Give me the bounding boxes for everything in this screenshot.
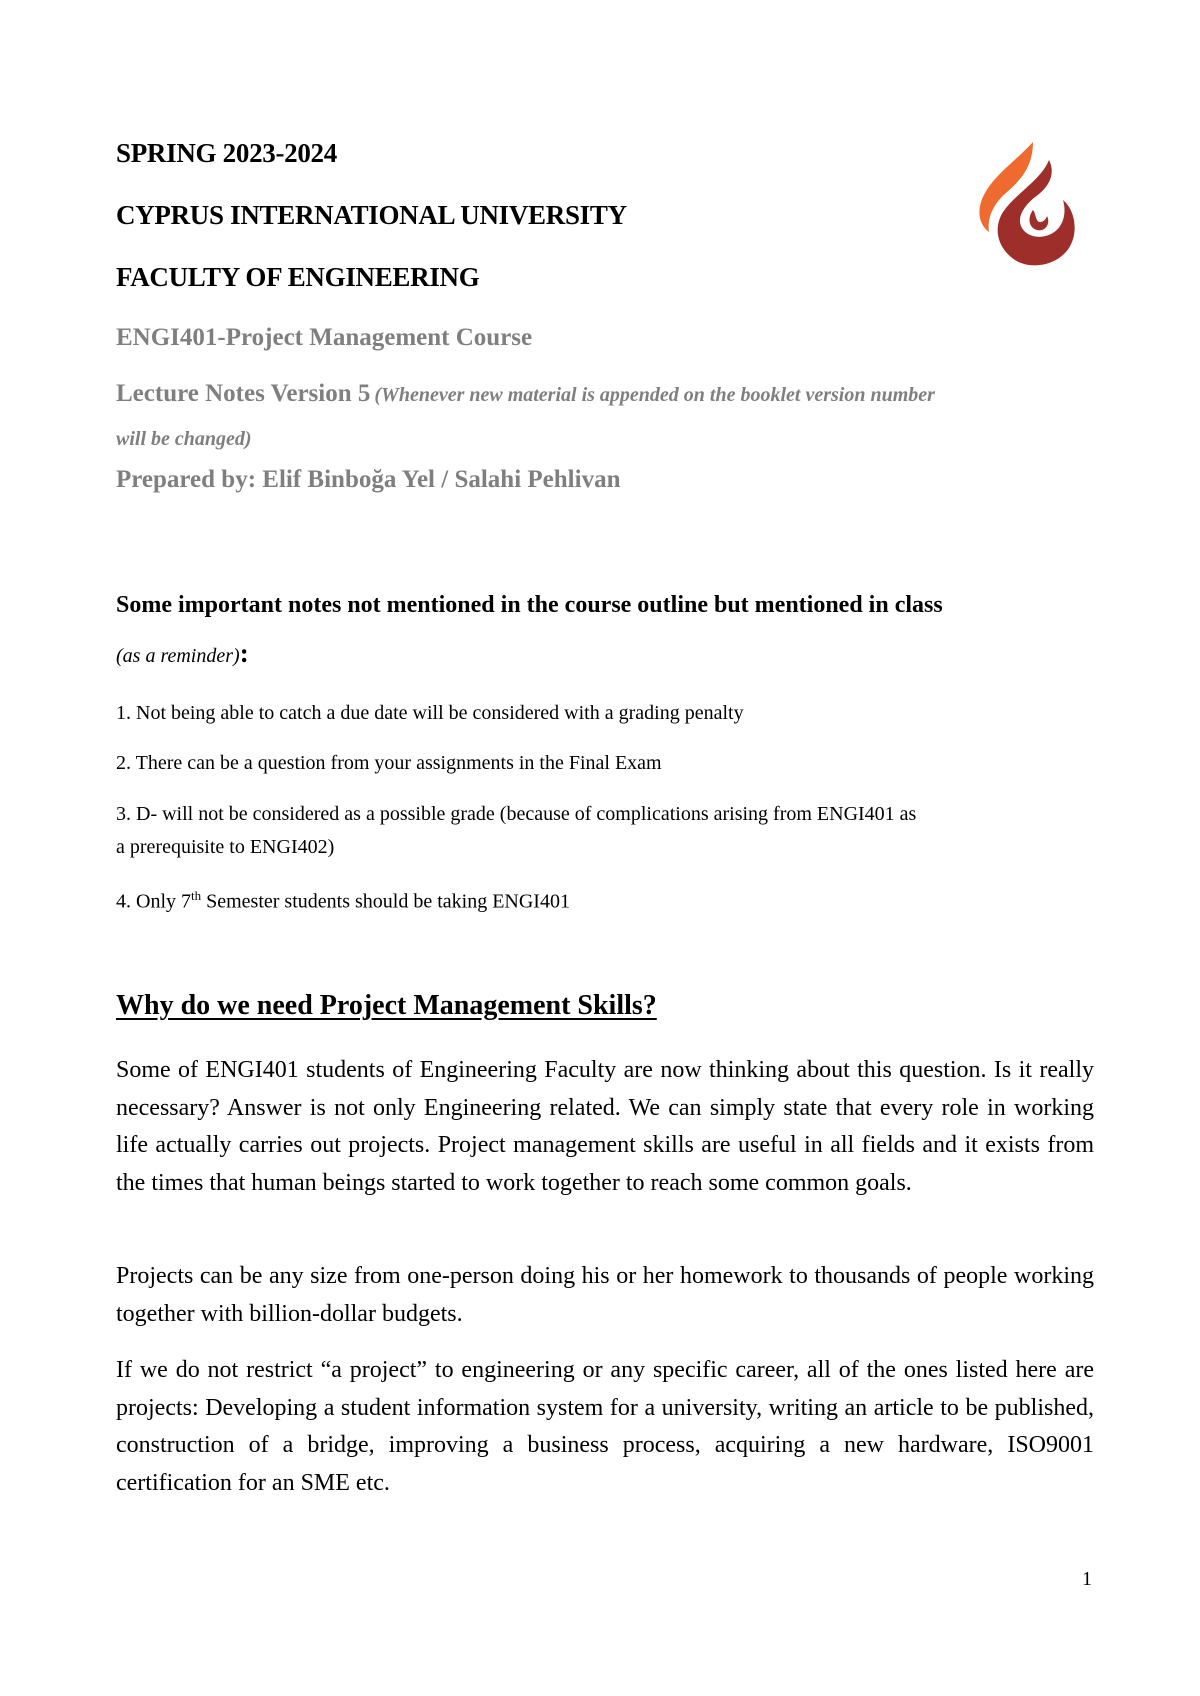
note-item-4-sup: th	[191, 888, 202, 903]
paragraph-1: Some of ENGI401 students of Engineering Faculty are now thinking about this question. Is it really necessary? Answer is not only Engineering related. We can simply state that every role in working life actually carries out projects. Project management skills are useful in all fields and it exists from the times that human beings started to work together to reach some common goals.	[116, 1057, 1094, 1196]
note-item-4-suffix: Semester students should be taking ENGI401	[201, 890, 570, 913]
notes-heading: Some important notes not mentioned in the course outline but mentioned in class	[116, 592, 943, 618]
note-item-4	[116, 888, 570, 914]
page-number: 1	[1082, 1568, 1092, 1590]
prepared-by: Prepared by: Elif Binboğa Yel / Salahi Pehlivan	[116, 466, 621, 493]
faculty-heading: FACULTY OF ENGINEERING	[116, 262, 480, 292]
university-logo	[975, 140, 1080, 270]
university-heading: CYPRUS INTERNATIONAL UNIVERSITY	[116, 200, 627, 230]
course-title: ENGI401-Project Management Course	[116, 324, 533, 351]
version-label: Lecture Notes Version 5	[116, 380, 371, 407]
note-item-1: 1. Not being able to catch a due date will be considered with a grading penalty	[116, 702, 744, 724]
semester-heading: SPRING 2023-2024	[116, 138, 337, 168]
reminder-colon: :	[239, 638, 249, 668]
note-item-2: 2. There can be a question from your assignments in the Final Exam	[116, 752, 662, 774]
note-item-3: 3. D- will not be considered as a possible grade (because of complications arising from ENGI401 as	[116, 803, 917, 825]
reminder-text: (as a reminder)	[116, 645, 240, 667]
version-note: (Whenever new material is appended on the booklet version number	[374, 384, 935, 406]
version-line	[116, 380, 935, 408]
paragraph-3: If we do not restrict “a project” to engineering or any specific career, all of the ones listed here are projects: Developing a student information system for a university, writing an article to be published, construction of a bridge, improving a business process, acquiring a new hardware, ISO9001 certification for an SME etc.	[116, 1357, 1094, 1496]
flame-logo-icon	[975, 140, 1080, 270]
paragraph-2: Projects can be any size from one-person doing his or her homework to thousands of people working together with billion-dollar budgets.	[116, 1263, 1094, 1327]
note-item-3-continued: a prerequisite to ENGI402)	[116, 836, 335, 858]
notes-reminder	[116, 638, 249, 669]
note-item-4-prefix: 4. Only 7	[116, 890, 191, 913]
section-title: Why do we need Project Management Skills?	[116, 990, 657, 1021]
version-note-continued: will be changed)	[116, 428, 252, 450]
